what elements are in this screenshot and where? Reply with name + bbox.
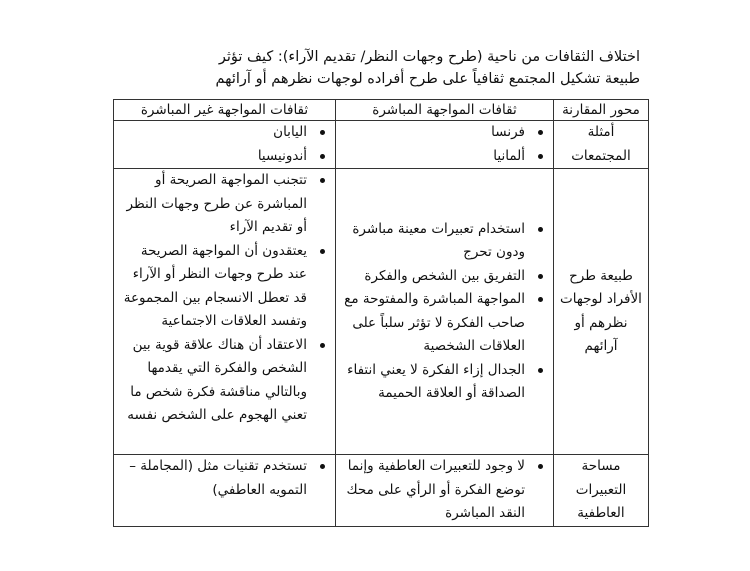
list-item: فرنسا: [340, 121, 549, 145]
table-row: [114, 169, 649, 455]
list-item: اليابان: [118, 121, 331, 145]
table-header-row: [114, 100, 649, 121]
list-item: المواجهة المباشرة والمفتوحة مع صاحب الفكرة لا تؤثر سلباً على العلاقات الشخصية: [340, 288, 549, 359]
direct-cell: [336, 169, 554, 455]
title-line-1: اختلاف الثقافات من ناحية (طرح وجهات النظر/ تقديم الآراء): كيف تؤثر: [218, 49, 640, 65]
table-row: [114, 121, 649, 169]
list-item: استخدام تعبيرات معينة مباشرة ودون تحرج: [340, 218, 549, 265]
direct-cell: [336, 455, 554, 527]
list-item: تستخدم تقنيات مثل (المجاملة – التمويه العاطفي): [118, 455, 331, 502]
indirect-cell: [114, 455, 336, 527]
list-item: الاعتقاد أن هناك علاقة قوية بين الشخص والفكرة التي يقدمها وبالتالي مناقشة فكرة شخص ما تعني الهجوم على الشخص نفسه: [118, 334, 331, 428]
list-item: لا وجود للتعبيرات العاطفية وإنما توضع الفكرة أو الرأي على محك النقد المباشرة: [340, 455, 549, 526]
list-item: التفريق بين الشخص والفكرة: [340, 265, 549, 289]
direct-cell: [336, 121, 554, 169]
header-axis: محور المقارنة: [554, 100, 649, 121]
table-row: [114, 455, 649, 527]
list-item: يعتقدون أن المواجهة الصريحة عند طرح وجهات النظر أو الآراء قد تعطل الانسجام بين المجموعة وتفسد العلاقات الاجتماعية: [118, 240, 331, 334]
row-axis-cell: مساحة التعبيرات العاطفية: [554, 455, 649, 527]
indirect-cell: [114, 121, 336, 169]
list-item: الجدال إزاء الفكرة لا يعني انتفاء الصداقة أو العلاقة الحميمة: [340, 359, 549, 406]
list-item: ألمانيا: [340, 145, 549, 169]
title-line-2: طبيعة تشكيل المجتمع ثقافياً على طرح أفراده لوجهات نظرهم أو آرائهم: [215, 71, 640, 87]
row-axis-cell: أمثلة المجتمعات: [554, 121, 649, 169]
header-indirect: ثقافات المواجهة غير المباشرة: [114, 100, 336, 121]
indirect-cell: [114, 169, 336, 455]
document-title: [120, 46, 640, 90]
list-item: أندونيسيا: [118, 145, 331, 169]
list-item: تتجنب المواجهة الصريحة أو المباشرة عن طرح وجهات النظر أو تقديم الآراء: [118, 169, 331, 240]
row-axis-cell: طبيعة طرح الأفراد لوجهات نظرهم أو آرائهم: [554, 169, 649, 455]
comparison-table: [113, 99, 649, 527]
header-direct: ثقافات المواجهة المباشرة: [336, 100, 554, 121]
